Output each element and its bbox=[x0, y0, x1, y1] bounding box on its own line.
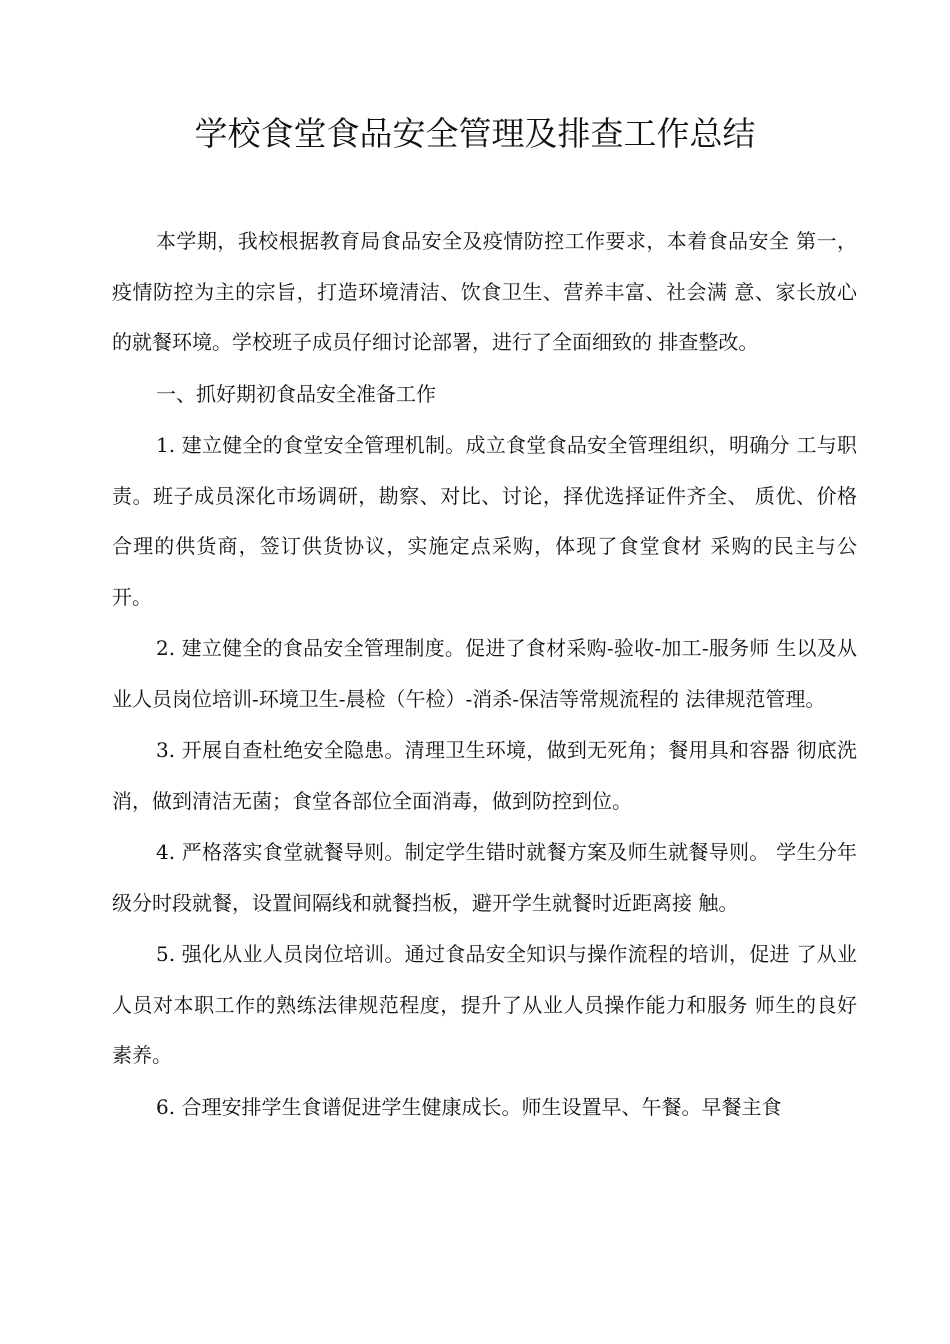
document-body bbox=[112, 216, 857, 1133]
section-heading: 一、抓好期初食品安全准备工作 bbox=[156, 381, 436, 406]
intro-paragraph: 本学期，我校根据教育局食品安全及疫情防控工作要求，本着食品安全 第一，疫情防控为主的宗旨，打造环境清洁、饮食卫生、营养丰富、社会满 意、家长放心的就餐环境。学校班子成员仔细讨论部署，进行了全面细致的 排查整改。 bbox=[112, 229, 857, 354]
list-item-1: 1. 建立健全的食堂安全管理机制。成立食堂食品安全管理组织，明确分 工与职责。班子成员深化市场调研，勘察、对比、讨论，择优选择证件齐全、 质优、价格合理的供货商，签订供货协议，实施定点采购，体现了食堂食材 采购的民主与公开。 bbox=[112, 433, 857, 609]
list-item-6: 6. 合理安排学生食谱促进学生健康成长。师生设置早、午餐。早餐主食 bbox=[156, 1094, 782, 1119]
list-item-2: 2. 建立健全的食品安全管理制度。促进了食材采购-验收-加工-服务师 生以及从业人员岗位培训-环境卫生-晨检（午检）-消杀-保洁等常规流程的 法律规范管理。 bbox=[112, 636, 857, 711]
list-item-3: 3. 开展自查杜绝安全隐患。清理卫生环境，做到无死角；餐用具和容器 彻底洗消，做到清洁无菌；食堂各部位全面消毒，做到防控到位。 bbox=[112, 738, 857, 813]
list-item-4: 4. 严格落实食堂就餐导则。制定学生错时就餐方案及师生就餐导则。 学生分年级分时段就餐，设置间隔线和就餐挡板，避开学生就餐时近距离接 触。 bbox=[112, 840, 857, 915]
list-item-5: 5. 强化从业人员岗位培训。通过食品安全知识与操作流程的培训，促进 了从业人员对本职工作的熟练法律规范程度，提升了从业人员操作能力和服务 师生的良好素养。 bbox=[112, 942, 857, 1067]
document-title: 学校食堂食品安全管理及排查工作总结 bbox=[194, 114, 756, 153]
